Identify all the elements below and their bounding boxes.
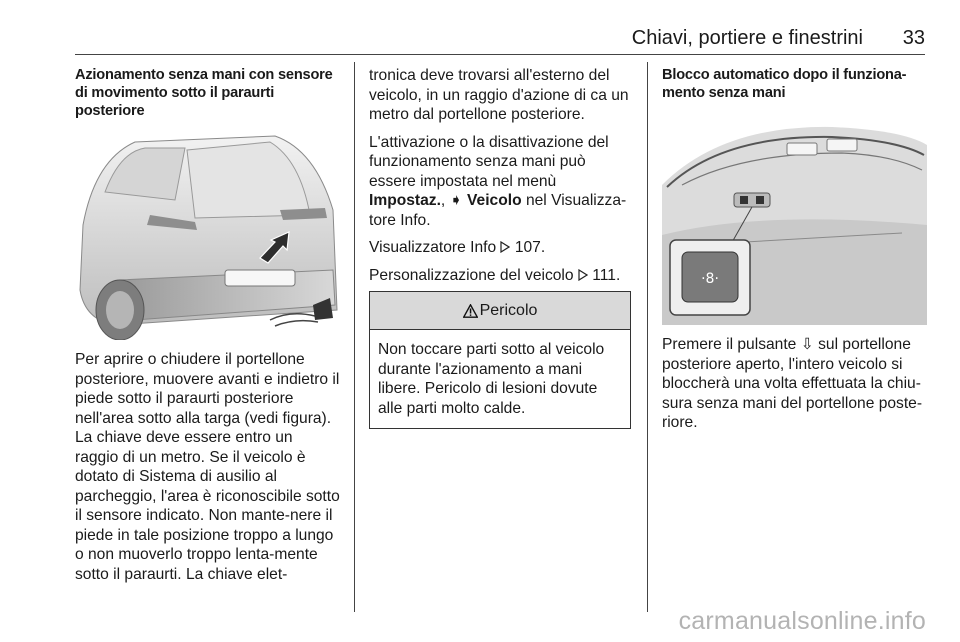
column-2: [369, 66, 632, 429]
tailgate-lock-button-illustration: [662, 115, 927, 325]
danger-title: Pericolo: [479, 301, 538, 319]
car-rear-illustration: [75, 130, 340, 340]
menu-separator: ,: [440, 192, 450, 209]
column-3: [662, 66, 927, 433]
col3-body-text-b: sul portellone posteriore aperto, l'intero veicolo si bloccherà una volta effettuata la chiu-sura senza mani del portellone poste-riore.: [662, 336, 923, 431]
col3-body-text: [662, 335, 927, 433]
warning-triangle-icon: [463, 304, 478, 318]
menu-arrow-icon: ➧: [449, 192, 463, 209]
watermark: carmanualsonline.info: [678, 607, 926, 635]
page-ref-icon: [500, 241, 510, 253]
menu-settings-label: Impostaz.: [369, 192, 441, 209]
menu-vehicle-label: Veicolo: [467, 192, 522, 209]
svg-text:·8·: ·8·: [701, 271, 719, 287]
page-ref-icon: [578, 269, 588, 281]
column-divider-2: [647, 62, 648, 612]
danger-body: [370, 330, 630, 428]
page-number: 33: [902, 27, 925, 49]
col2-para-2-text: L'attivazione o la disattivazione del funzionamento senza mani può essere impostata nel menù: [369, 133, 609, 190]
col2-para-2-tail: nel Visualizza-tore Info.: [369, 192, 627, 229]
page-header: [75, 27, 925, 51]
page-title: Chiavi, portiere e finestrini: [631, 27, 863, 49]
col2-ref-personalization: [369, 266, 632, 286]
danger-text: Non toccare parti sotto al veicolo durante l'azionamento a mani libere. Pericolo di lesioni dovute alle parti molto calde.: [378, 341, 605, 417]
ref-info-display-text: Visualizzatore Info: [369, 239, 497, 256]
auto-lock-button-icon: ⇩: [800, 336, 814, 353]
ref-personalization-text: Personalizzazione del veicolo: [369, 266, 574, 284]
col2-para-1: tronica deve trovarsi all'esterno del veicolo, in un raggio d'azione di ca un metro dal portellone posteriore.: [369, 67, 629, 123]
col2-ref-info-display: [369, 238, 632, 258]
section-heading-handsfree: Azionamento senza mani con sensore di movimento sotto il paraurti posteriore: [75, 67, 333, 119]
col2-para-2: [369, 133, 632, 231]
danger-header: [370, 292, 630, 330]
column-1: [75, 66, 340, 584]
col3-body-text-a: Premere il pulsante: [662, 336, 797, 353]
header-divider: [75, 54, 925, 55]
col1-body-text: Per aprire o chiudere il portellone posteriore, muovere avanti e indietro il piede sotto il paraurti posteriore nell'area sotto alla targa (vedi figura). La chiave deve essere entro un raggio di un metro. Se il veicolo è dotato di Sistema di ausilio al parcheggio, l'area è riconoscibile sotto il sensore indicato. Non mante-nere il piede in tale posizione troppo a lungo o non muoverlo troppo lenta-mente sotto il paraurti. La chiave elet-: [75, 351, 340, 583]
ref-info-display-page: 107.: [514, 239, 546, 256]
section-heading-auto-lock: Blocco automatico dopo il funziona-mento senza mani: [662, 67, 907, 101]
danger-warning-box: [369, 291, 631, 429]
column-divider-1: [354, 62, 355, 612]
ref-personalization-page: 111.: [592, 266, 621, 284]
